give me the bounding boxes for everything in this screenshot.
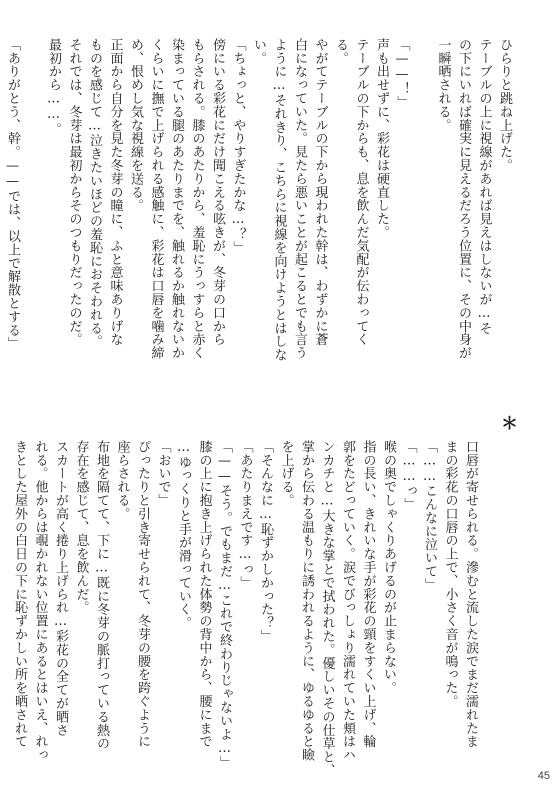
text-line: 一瞬晒される。 (435, 38, 451, 132)
text-line: ように…それきり、こちらに視線を向けようとはしな (271, 38, 287, 362)
text-line: い。 (251, 38, 266, 65)
text-line: 正面から自分を見た冬芽の瞳に、ふと意味ありげな (107, 38, 123, 347)
text-line: きとした屋外の白日の下に恥ずかしい所を晒されて (12, 440, 27, 749)
text-line: まの彩花の口唇の上で、小さく音が鳴った。 (442, 440, 458, 708)
text-line: くらいに撫で上げられる感触に、彩花は口唇を噛み締 (148, 38, 164, 360)
text-line: 「——そう。でもまだ…これで終わりじゃないよ…」 (217, 440, 232, 770)
text-line: 白になっていた。見たら悪いことが起こるとでも言う (292, 38, 307, 360)
text-line: 「あたりまえです…っ」 (237, 440, 253, 590)
text-line: め、恨めし気な視線を送る。 (128, 38, 143, 213)
text-line: もらされる。膝のあたりから、羞恥にうっすらと赤く (189, 38, 205, 360)
text-line: 染まっている腿のあたりまでを、触れるか触れないか (169, 38, 184, 360)
text-line: 「ありがとう、幹。——では、以上で解散とする」 (5, 38, 20, 351)
text-line: …ゆっくりと手が滑っていく。 (176, 440, 191, 630)
text-line: 布地を隔てて、下に…既に冬芽の脈打っている熱の (94, 440, 109, 751)
text-line (412, 38, 433, 378)
text-line: やがてテーブルの下から現われた幹は、わずかに蒼 (312, 38, 328, 347)
text-line: ぴったりと引き寄せられて、冬芽の腰を跨ぐように (135, 440, 150, 749)
section-separator-asterisk: ＊ (501, 414, 518, 434)
text-line: 膝の上に抱き上げられた体勢の背中から、腰にまで (196, 440, 212, 749)
text-line: ひらりと跳ね上げた。 (497, 38, 512, 172)
text-line: それでは、冬芽は最初からそのつもりだったのだ。 (66, 38, 82, 347)
text-line (22, 38, 43, 378)
text-line: スカートが高く捲り上げられ…彩花の全てが晒さ (53, 440, 68, 737)
text-line: 「——！」 (394, 38, 410, 109)
text-line: 声も出せずに、彩花は硬直した。 (374, 38, 389, 239)
text-line: を上げる。 (278, 440, 294, 507)
text-line: ものを感じて…泣きたいほどの羞恥におそわれる。 (87, 38, 102, 349)
text-line: 傍にいる彩花にだけ聞こえる呟きが、冬芽の口から (210, 38, 225, 347)
text-line: 最初から……。 (46, 38, 61, 136)
text-line: 郭をたどっていく。涙でびっしょり濡れていた頬はハ (340, 440, 355, 762)
text-line: 指の長い、きれいな手が彩花の頸をすくい上げ、輪 (360, 440, 376, 749)
text-line: テーブルの下からも、息を飲んだ気配が伝わってく (353, 38, 369, 347)
text-line: 喉の奥でしゃくりあげるのが止まらない。 (381, 440, 396, 695)
text-line: 「……こんなに泣いて」 (422, 440, 437, 592)
text-line: ンカチと…大きな掌とで拭われた。優しいその仕草と、 (319, 440, 335, 777)
lower-text-block (9, 440, 481, 777)
text-line: 座らされる。 (114, 440, 130, 521)
text-line: 存在を感じて、息を飲んだ。 (73, 440, 89, 615)
text-line: れる。他からは覗かれない位置にあるとはいえ、れっ (32, 440, 48, 762)
text-line: る。 (333, 38, 348, 65)
text-line: 「そんなに…恥ずかしかった？」 (258, 440, 273, 643)
text-line: テーブルの上に視線があれば見えはしないが…そ (476, 38, 492, 335)
text-line: 「おいで」 (155, 440, 171, 507)
text-line: 掌から伝わる温もりに誘われるように、ゆるゆると瞼 (299, 440, 314, 762)
text-line: の下にいれば確実に見えるだろう位置に、その中身が (456, 38, 471, 360)
text-line: 「……っ」 (401, 440, 417, 511)
upper-text-block (2, 38, 515, 378)
text-line: 「ちょっと、やりすぎたかな…？」 (230, 38, 246, 255)
text-line: 口唇が寄せられる。滲むと流した涙でまだ濡れたま (463, 440, 478, 749)
page-number: 45 (537, 770, 550, 782)
